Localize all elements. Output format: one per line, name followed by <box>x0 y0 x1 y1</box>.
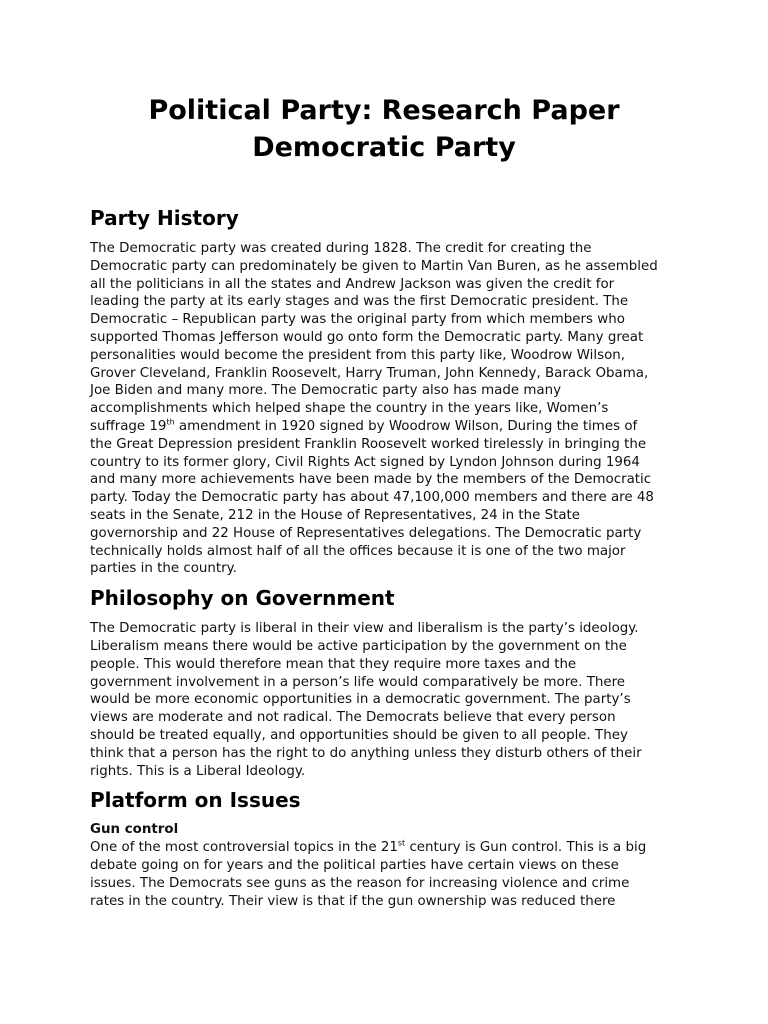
paragraph-philosophy <box>90 620 678 780</box>
text-line: issues. The Democrats see guns as the reason for increasing violence and crime <box>90 875 630 891</box>
text-fragment: century is Gun control. This is a big <box>405 840 647 856</box>
text-line: leading the party at its early stages and was the first Democratic president. The <box>90 294 629 310</box>
text-line: rates in the country. Their view is that if the gun ownership was reduced there <box>90 893 616 909</box>
text-line: would be more economic opportunities in a democratic government. The party’s <box>90 692 631 708</box>
text-line: parties in the country. <box>90 561 237 577</box>
text-line: people. This would therefore mean that they require more taxes and the <box>90 656 577 672</box>
text-line: should be treated equally, and opportunities should be given to all people. They <box>90 727 628 743</box>
text-line: and many more achievements have been made by the members of the Democratic <box>90 472 652 488</box>
text-line: all the politicians in all the states and Andrew Jackson was given the credit for <box>90 276 615 292</box>
text-line: Democratic party can predominately be given to Martin Van Buren, as he assembled <box>90 258 658 274</box>
paragraph-party-history <box>90 240 678 578</box>
superscript: st <box>397 838 406 848</box>
subheading-gun-control: Gun control <box>90 822 179 838</box>
title-line-1: Political Party: Research Paper <box>148 95 620 126</box>
text-line: the Great Depression president Franklin Roosevelt worked tirelessly in bringing the <box>90 436 647 452</box>
text-line: Democratic – Republican party was the original party from which members who <box>90 312 625 328</box>
text-line: The Democratic party is liberal in their view and liberalism is the party’s ideology. <box>90 621 639 637</box>
text-fragment: amendment in 1920 signed by Woodrow Wilson, During the times of <box>174 418 638 434</box>
text-line: country to its former glory, Civil Rights Act signed by Lyndon Johnson during 1964 <box>90 454 640 470</box>
text-line: government involvement in a person’s life would comparatively be more. There <box>90 674 626 690</box>
section-heading-platform: Platform on Issues <box>90 788 301 813</box>
text-line: views are moderate and not radical. The Democrats believe that every person <box>90 710 616 726</box>
paragraph-gun-control <box>90 839 678 910</box>
section-heading-philosophy: Philosophy on Government <box>90 586 395 611</box>
text-fragment: One of the most controversial topics in the 21 <box>90 840 398 856</box>
text-line: accomplishments which helped shape the country in the years like, Women’s <box>90 401 609 417</box>
text-line: debate going on for years and the political parties have certain views on these <box>90 857 619 873</box>
title-line-2: Democratic Party <box>252 132 516 163</box>
text-line: think that a person has the right to do anything unless they disturb others of their <box>90 745 642 761</box>
document-title <box>90 92 678 166</box>
text-line: governorship and 22 House of Representatives delegations. The Democratic party <box>90 525 642 541</box>
text-line: party. Today the Democratic party has about 47,100,000 members and there are 48 <box>90 490 654 506</box>
superscript: th <box>166 417 175 427</box>
text-line: Grover Cleveland, Franklin Roosevelt, Harry Truman, John Kennedy, Barack Obama, <box>90 365 649 381</box>
text-line: The Democratic party was created during 1828. The credit for creating the <box>90 241 592 256</box>
text-line: Liberalism means there would be active participation by the government on the <box>90 638 627 654</box>
text-line-with-superscript <box>90 418 678 436</box>
text-fragment: suffrage 19 <box>90 418 167 434</box>
text-line: supported Thomas Jefferson would go onto form the Democratic party. Many great <box>90 329 644 345</box>
text-line: seats in the Senate, 212 in the House of Representatives, 24 in the State <box>90 507 581 523</box>
section-heading-party-history: Party History <box>90 206 239 230</box>
text-line: technically holds almost half of all the offices because it is one of the two major <box>90 543 626 559</box>
text-line: rights. This is a Liberal Ideology. <box>90 763 306 779</box>
text-line: personalities would become the president from this party like, Woodrow Wilson, <box>90 347 626 363</box>
text-line-with-superscript <box>90 839 678 857</box>
text-line: Joe Biden and many more. The Democratic party also has made many <box>90 383 562 399</box>
